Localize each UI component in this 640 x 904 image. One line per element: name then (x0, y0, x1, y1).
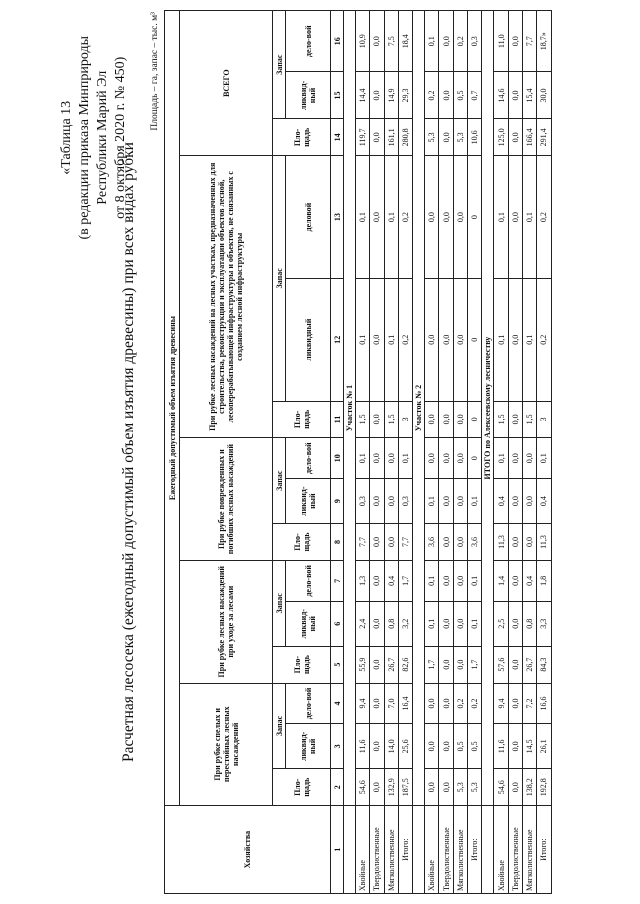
document-title: Расчетная лесосека (ежегодный допустимый объем изъятия древесины) при всех видах рубки (120, 142, 137, 762)
table-cell: 0,0 (453, 479, 467, 524)
table-row (494, 11, 508, 894)
table-row (508, 11, 522, 894)
table-cell: 9,4 (494, 683, 508, 724)
table-cell: 0,0 (439, 401, 453, 438)
species-name-cell: Мягколиственные (384, 806, 398, 894)
column-number: 10 (331, 438, 344, 479)
table-cell: 11,0 (494, 11, 508, 72)
column-number: 7 (331, 560, 344, 601)
table-cell: 0,2 (425, 72, 439, 119)
table-cell: 0,0 (439, 438, 453, 479)
table-cell: 1,4 (494, 560, 508, 601)
area-header: Пло-щадь (273, 401, 331, 438)
table-row (398, 11, 412, 894)
table-cell: 0,0 (439, 646, 453, 683)
liquid-header: ликвид-ный (286, 479, 331, 524)
table-cell: 0,0 (425, 724, 439, 769)
table-cell: 0,0 (370, 11, 384, 72)
column-number: 4 (331, 683, 344, 724)
farm-column-header: Хозяйства (165, 806, 331, 894)
table-cell: 0,0 (439, 278, 453, 401)
table-cell: 14,0 (384, 724, 398, 769)
table-cell: 16,4 (398, 683, 412, 724)
table-cell: 3,6 (425, 524, 439, 561)
table-cell: 0,7 (468, 72, 482, 119)
table-cell: 0,1 (356, 278, 370, 401)
table-cell: 0,1 (494, 438, 508, 479)
table-cell: 0,0 (508, 438, 522, 479)
table-cell: 0,0 (384, 479, 398, 524)
table-cell: 0,0 (425, 401, 439, 438)
table-cell: 0,0 (439, 479, 453, 524)
table-cell: 0,1 (468, 601, 482, 646)
stock-header: Запас (273, 560, 286, 646)
table-cell: 15,4 (522, 72, 536, 119)
business-header: дело-вой (286, 11, 331, 72)
liquid-header: ликвидный (286, 278, 331, 401)
stock-header: Запас (273, 156, 286, 401)
table-cell: 18,7» (537, 11, 551, 72)
table-cell: 0,4 (384, 560, 398, 601)
species-name-cell: Твердолиственные (508, 806, 522, 894)
table-cell: 0,0 (453, 646, 467, 683)
table-cell: 0,0 (370, 724, 384, 769)
table-cell: 1,8 (537, 560, 551, 601)
table-cell: 0,8 (522, 601, 536, 646)
column-number: 2 (331, 769, 344, 806)
table-cell: 0,5 (468, 724, 482, 769)
business-header: дело-вой (286, 438, 331, 479)
table-cell: 2,4 (356, 601, 370, 646)
species-name-cell: Твердолиственные (439, 806, 453, 894)
table-cell: 14,4 (356, 72, 370, 119)
table-cell: 10,9 (356, 11, 370, 72)
table-cell: 0,0 (425, 769, 439, 806)
table-cell: 84,3 (537, 646, 551, 683)
table-row (468, 11, 482, 894)
section-header-row (344, 11, 356, 894)
liquid-header: ликвид-ный (286, 72, 331, 119)
table-cell: 0,2 (398, 156, 412, 279)
table-cell: 11,3 (537, 524, 551, 561)
species-name-cell: Хвойные (356, 806, 370, 894)
table-row (425, 11, 439, 894)
table-cell: 0,0 (508, 724, 522, 769)
table-cell: 18,4 (398, 11, 412, 72)
header-line: «Таблица 13 (59, 100, 74, 175)
column-number: 6 (331, 601, 344, 646)
table-cell: 0,0 (370, 72, 384, 119)
table-cell: 0,0 (370, 438, 384, 479)
liquid-header: ликвид-ный (286, 724, 331, 769)
table-cell: 57,6 (494, 646, 508, 683)
section-spacer-cell (344, 806, 356, 894)
table-cell: 0,0 (439, 72, 453, 119)
liquid-header: ликвид-ный (286, 601, 331, 646)
table-cell: 0,0 (508, 401, 522, 438)
table-cell: 138,2 (522, 769, 536, 806)
table-cell: 0,1 (425, 11, 439, 72)
table-cell: 14,6 (494, 72, 508, 119)
table-cell: 132,9 (384, 769, 398, 806)
table-cell: 192,8 (537, 769, 551, 806)
table-body (344, 11, 552, 894)
business-header: деловой (286, 156, 331, 279)
table-cell: 7,7 (522, 11, 536, 72)
table-cell: 0,0 (370, 156, 384, 279)
main-column-header: Ежегодный допустимый объем изъятия древесины (165, 11, 180, 806)
area-header: Пло-щадь (273, 524, 331, 561)
table-cell: 0,1 (425, 479, 439, 524)
table-cell: 0,5 (453, 72, 467, 119)
table-cell: 0,2 (398, 278, 412, 401)
table-row (522, 11, 536, 894)
table-cell: 14,9 (384, 72, 398, 119)
table-cell: 14,5 (522, 724, 536, 769)
table-cell: 0 (468, 278, 482, 401)
table-cell: 0,2 (537, 156, 551, 279)
table-cell: 0,0 (370, 401, 384, 438)
table-cell: 11,3 (494, 524, 508, 561)
table-cell: 166,4 (522, 119, 536, 156)
table-cell: 1,7 (425, 646, 439, 683)
table-row (356, 11, 370, 894)
table-cell: 0,0 (384, 524, 398, 561)
table-cell: 0,0 (439, 724, 453, 769)
allowable-cut-table (164, 10, 552, 894)
table-cell: 29,3 (398, 72, 412, 119)
column-number: 5 (331, 646, 344, 683)
table-cell: 3 (398, 401, 412, 438)
column-number: 3 (331, 724, 344, 769)
table-cell: 161,1 (384, 119, 398, 156)
column-number-row (331, 11, 344, 894)
table-cell: 0,1 (425, 560, 439, 601)
column-number: 12 (331, 278, 344, 401)
table-cell: 26,7 (522, 646, 536, 683)
table-cell: 0,4 (537, 479, 551, 524)
table-cell: 0,4 (522, 560, 536, 601)
table-cell: 0,0 (453, 156, 467, 279)
table-cell: 10,6 (468, 119, 482, 156)
species-name-cell: Мягколиственные (522, 806, 536, 894)
section-header-row (413, 11, 425, 894)
table-cell: 0,0 (522, 438, 536, 479)
species-name-cell: Итого: (398, 806, 412, 894)
table-cell: 54,6 (494, 769, 508, 806)
table-cell: 0,1 (522, 156, 536, 279)
table-cell: 11,6 (356, 724, 370, 769)
table-cell: 0,0 (425, 156, 439, 279)
table-cell: 0,2 (468, 683, 482, 724)
header-line: (в редакции приказа Минприроды (77, 36, 92, 240)
column-number: 9 (331, 479, 344, 524)
table-cell: 0,0 (370, 683, 384, 724)
table-cell: 11,6 (494, 724, 508, 769)
business-header: дело-вой (286, 683, 331, 724)
table-cell: 0 (468, 156, 482, 279)
table-cell: 3,6 (468, 524, 482, 561)
table-cell: 0,1 (468, 479, 482, 524)
table-cell: 55,9 (356, 646, 370, 683)
table-cell: 0,2 (537, 278, 551, 401)
table-row (384, 11, 398, 894)
table-cell: 0,0 (370, 479, 384, 524)
group-total-header: ВСЕГО (180, 11, 273, 156)
table-cell: 0,0 (370, 601, 384, 646)
species-name-cell: Хвойные (425, 806, 439, 894)
section-title: ИТОГО по Алексеевскому лесничеству (482, 11, 494, 806)
table-cell: 0,0 (508, 560, 522, 601)
table-cell: 0 (468, 401, 482, 438)
table-cell: 0,0 (439, 601, 453, 646)
table-cell: 0,0 (439, 156, 453, 279)
group-mature-header: При рубке спелых и перестойных лесных насаждений (180, 683, 273, 806)
table-cell: 0,0 (370, 524, 384, 561)
table-cell: 0,0 (508, 72, 522, 119)
table-cell: 0,0 (425, 278, 439, 401)
table-cell: 0,1 (494, 156, 508, 279)
table-cell: 0,0 (439, 119, 453, 156)
table-cell: 0,0 (453, 524, 467, 561)
column-number: 16 (331, 11, 344, 72)
table-row (453, 11, 467, 894)
table-cell: 0,0 (508, 601, 522, 646)
table-cell: 3,2 (398, 601, 412, 646)
section-title: Участок № 1 (344, 11, 356, 806)
table-cell: 2,5 (494, 601, 508, 646)
table-cell: 0,0 (439, 769, 453, 806)
table-cell: 0,0 (508, 524, 522, 561)
table-cell: 1,5 (356, 401, 370, 438)
area-header: Пло-щадь (273, 769, 331, 806)
column-number: 13 (331, 156, 344, 279)
table-cell: 26,7 (384, 646, 398, 683)
table-cell: 0,0 (508, 646, 522, 683)
table-cell: 0,3 (468, 11, 482, 72)
table-cell: 280,8 (398, 119, 412, 156)
table-cell: 16,6 (537, 683, 551, 724)
table-cell: 0,0 (370, 769, 384, 806)
table-cell: 3 (537, 401, 551, 438)
table-cell: 0,0 (370, 646, 384, 683)
stock-header: Запас (273, 438, 286, 524)
group-infrastructure-header: При рубке лесных насаждений на лесных участках, предназначенных для строительства, реконструкции и эксплуатации объектов лесной, лесоперерабатывающей инфраструктуры и объектов, не связанных с созданием лесной инфраструктуры (180, 156, 273, 438)
table-cell: 187,5 (398, 769, 412, 806)
section-spacer-cell (413, 806, 425, 894)
table-cell: 0,2 (453, 11, 467, 72)
group-care-header: При рубке лесных насаждений при уходе за лесами (180, 560, 273, 683)
stock-header: Запас (273, 683, 286, 769)
table-cell: 0,0 (439, 560, 453, 601)
table-cell: 0,0 (370, 119, 384, 156)
table-cell: 1,7 (468, 646, 482, 683)
table-cell: 1,5 (494, 401, 508, 438)
table-cell: 0,0 (425, 438, 439, 479)
table-cell: 119,7 (356, 119, 370, 156)
header-line: Республики Марий Эл (95, 70, 110, 205)
table-cell: 0,4 (494, 479, 508, 524)
column-number: 11 (331, 401, 344, 438)
table-cell: 30,0 (537, 72, 551, 119)
table-cell: 0,1 (384, 278, 398, 401)
table-cell: 3,3 (537, 601, 551, 646)
table-row (537, 11, 551, 894)
table-cell: 0,1 (356, 438, 370, 479)
table-cell: 0,0 (453, 601, 467, 646)
species-name-cell: Мягколиственные (453, 806, 467, 894)
species-name-cell: Твердолиственные (370, 806, 384, 894)
stock-header: Запас (273, 11, 286, 119)
header-line: от 8 октября 2020 г. № 450) (113, 56, 128, 219)
table-cell: 0,0 (453, 560, 467, 601)
table-cell: 0 (468, 438, 482, 479)
table-cell: 26,1 (537, 724, 551, 769)
table-cell: 0,5 (453, 724, 467, 769)
table-cell: 0,2 (453, 683, 467, 724)
table-cell: 0,0 (453, 438, 467, 479)
table-cell: 0,1 (356, 156, 370, 279)
group-damaged-header: При рубке поврежденных и погибших лесных насаждений (180, 438, 273, 561)
area-header: Пло-щадь (273, 119, 331, 156)
table-cell: 0,0 (508, 769, 522, 806)
section-header-row (482, 11, 494, 894)
table-cell: 0,0 (384, 438, 398, 479)
table-cell: 0,0 (439, 11, 453, 72)
column-number: 8 (331, 524, 344, 561)
table-cell: 0,1 (398, 438, 412, 479)
table-cell: 7,2 (522, 683, 536, 724)
table-cell: 82,6 (398, 646, 412, 683)
column-number: 14 (331, 119, 344, 156)
section-spacer-cell (482, 806, 494, 894)
table-cell: 5,3 (453, 119, 467, 156)
column-number: 15 (331, 72, 344, 119)
table-cell: 0,1 (494, 278, 508, 401)
table-cell: 0,3 (356, 479, 370, 524)
table-cell: 25,6 (398, 724, 412, 769)
table-cell: 0,0 (453, 278, 467, 401)
table-cell: 5,3 (425, 119, 439, 156)
table-cell: 0,0 (508, 156, 522, 279)
business-header: дело-вой (286, 560, 331, 601)
table-cell: 125,0 (494, 119, 508, 156)
table-cell: 0,0 (522, 524, 536, 561)
table-cell: 0,0 (439, 524, 453, 561)
species-name-cell: Итого: (537, 806, 551, 894)
table-cell: 0,1 (468, 560, 482, 601)
table-cell: 0,0 (508, 683, 522, 724)
table-cell: 0,3 (398, 479, 412, 524)
table-cell: 0,0 (508, 11, 522, 72)
units-note: Площадь – га, запас – тыс. м³ (150, 12, 160, 131)
column-number: 1 (331, 806, 344, 894)
table-cell: 0,0 (370, 560, 384, 601)
table-cell: 1,7 (398, 560, 412, 601)
table-row (439, 11, 453, 894)
table-cell: 0,1 (384, 156, 398, 279)
species-name-cell: Итого: (468, 806, 482, 894)
species-name-cell: Хвойные (494, 806, 508, 894)
table-cell: 9,4 (356, 683, 370, 724)
table-cell: 54,6 (356, 769, 370, 806)
table-cell: 0,0 (439, 683, 453, 724)
table-cell: 1,5 (384, 401, 398, 438)
table-cell: 0,0 (508, 119, 522, 156)
table-cell: 0,0 (508, 278, 522, 401)
section-title: Участок № 2 (413, 11, 425, 806)
table-cell: 7,7 (398, 524, 412, 561)
table-cell: 7,7 (356, 524, 370, 561)
area-header: Пло-щадь (273, 646, 331, 683)
table-cell: 0,0 (453, 401, 467, 438)
table-cell: 5,3 (453, 769, 467, 806)
table-cell: 1,3 (356, 560, 370, 601)
table-cell: 0,1 (522, 278, 536, 401)
table-cell: 0,8 (384, 601, 398, 646)
table-cell: 0,0 (508, 479, 522, 524)
table-cell: 7,5 (384, 11, 398, 72)
table-cell: 5,3 (468, 769, 482, 806)
table-cell: 0,0 (370, 278, 384, 401)
table-cell: 0,1 (537, 438, 551, 479)
table-cell: 291,4 (537, 119, 551, 156)
table-cell: 0,0 (425, 683, 439, 724)
table-cell: 0,0 (522, 479, 536, 524)
table-cell: 7,0 (384, 683, 398, 724)
table-cell: 1,5 (522, 401, 536, 438)
table-row (370, 11, 384, 894)
table-cell: 0,1 (425, 601, 439, 646)
